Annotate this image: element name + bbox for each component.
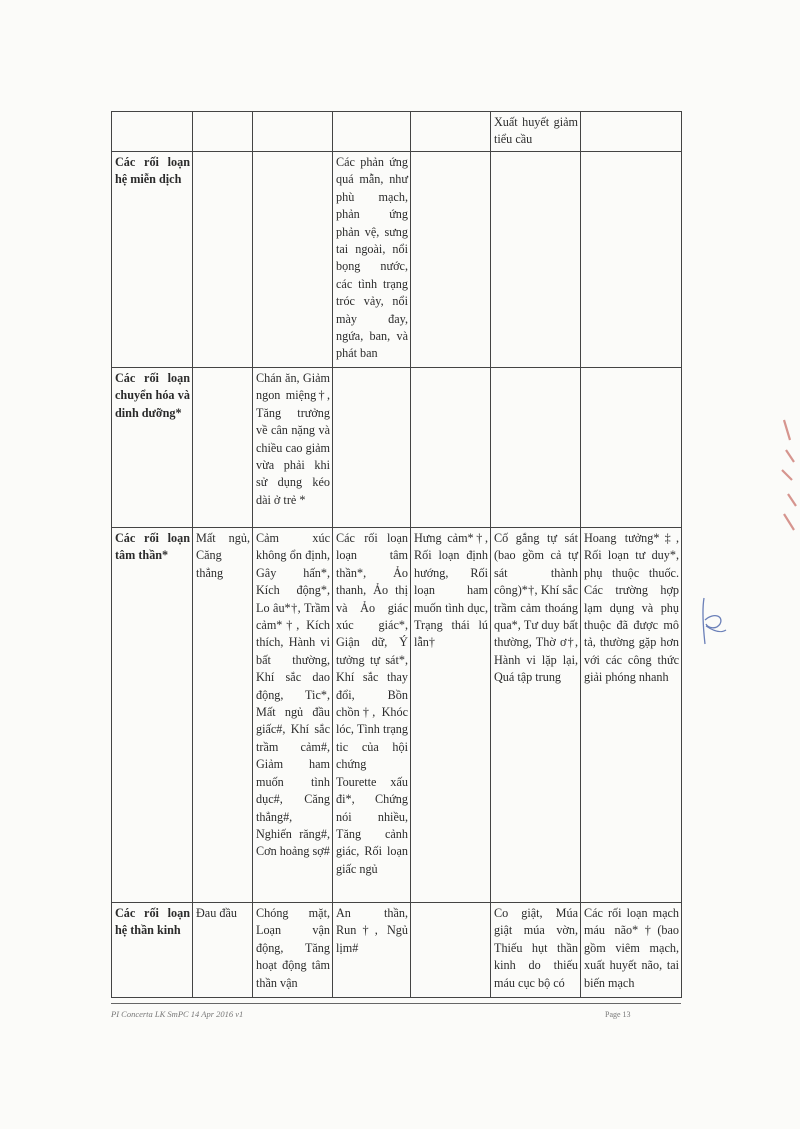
handwritten-initials-icon (690, 590, 730, 650)
table-cell (193, 112, 253, 152)
table-cell: Cảm xúc không ổn định, Gây hấn*, Kích động*, Lo âu*†, Trầm cảm*†, Kích thích, Hành vi bất thường, Khí sắc dao động, Tic*, Mất ngủ đầu giấc#, Khí sắc trầm cảm#, Giảm ham muốn tình dục#, Căng thẳng#, Nghiến răng#, Cơn hoảng sợ# (253, 528, 333, 903)
table-cell (411, 152, 491, 368)
table-cell (581, 152, 682, 368)
table-row (112, 152, 682, 368)
table-row (112, 903, 682, 998)
soc-cell: Các rối loạn hệ miễn dịch (112, 152, 193, 368)
table-cell: Hưng cảm*†, Rối loạn định hướng, Rối loạn ham muốn tình dục, Trạng thái lú lẫn† (411, 528, 491, 903)
footer-page-number: Page 13 (605, 1010, 631, 1019)
soc-cell: Các rối loạn tâm thần* (112, 528, 193, 903)
footer-document-id: PI Concerta LK SmPC 14 Apr 2016 v1 (111, 1009, 244, 1019)
table-cell (193, 368, 253, 528)
table-cell: Các phản ứng quá mẫn, như phù mạch, phản ứng phản vệ, sưng tai ngoài, nổi bọng nước, các tình trạng tróc vảy, nổi mày đay, ngứa, ban, và phát ban (333, 152, 411, 368)
table-cell (333, 112, 411, 152)
table-cell (491, 368, 581, 528)
footer-divider (111, 1003, 681, 1004)
table-cell (411, 112, 491, 152)
table-cell (411, 368, 491, 528)
soc-cell: Các rối loạn chuyển hóa và dinh dưỡng* (112, 368, 193, 528)
table-cell: Các rối loạn loạn tâm thần*, Ảo thanh, Ảo thị và Ảo giác xúc giác*, Giận dữ, Ý tưởng tự sát*, Khí sắc thay đổi, Bồn chồn†, Khóc lóc, Tình trạng tic của hội chứng Tourette xấu đi*, Chứng nói nhiều, Tăng cảnh giác, Rối loạn giấc ngủ (333, 528, 411, 903)
table-cell (491, 152, 581, 368)
table-cell (581, 368, 682, 528)
table-cell (253, 152, 333, 368)
table-cell (193, 152, 253, 368)
table-cell: Đau đầu (193, 903, 253, 998)
table-cell (411, 903, 491, 998)
table-cell: Xuất huyết giảm tiểu cầu (491, 112, 581, 152)
soc-cell (112, 112, 193, 152)
table-cell (581, 112, 682, 152)
adverse-reactions-table (111, 111, 682, 998)
table-cell (333, 368, 411, 528)
table-cell: Các rối loạn mạch máu não*†(bao gồm viêm mạch, xuất huyết não, tai biến mạch (581, 903, 682, 998)
table-cell: Cố gắng tự sát (bao gồm cả tự sát thành công)*†, Khí sắc trầm cảm thoáng qua*, Tư duy bất thường, Thờ ơ†, Hành vi lặp lại, Quá tập trung (491, 528, 581, 903)
red-stamp-edge-icon (776, 410, 800, 550)
table-row (112, 528, 682, 903)
table-cell: An thần, Run†, Ngủ lịm# (333, 903, 411, 998)
table-cell: Co giật, Múa giật múa vờn, Thiếu hụt thần kinh do thiếu máu cục bộ có (491, 903, 581, 998)
table-cell: Mất ngủ, Căng thẳng (193, 528, 253, 903)
table-row (112, 112, 682, 152)
soc-cell: Các rối loạn hệ thần kinh (112, 903, 193, 998)
table-cell: Chóng mặt, Loạn vận động, Tăng hoạt động tâm thần vận (253, 903, 333, 998)
table-cell: Chán ăn, Giảm ngon miệng†, Tăng trưởng về cân nặng và chiều cao giảm vừa phải khi sử dụng kéo dài ở trẻ * (253, 368, 333, 528)
table-row (112, 368, 682, 528)
table-cell (253, 112, 333, 152)
table-cell: Hoang tưởng*‡, Rối loạn tư duy*, phụ thuộc thuốc. Các trường hợp lạm dụng và phụ thuộc đã được mô tả, thường gặp hơn với các công thức giải phóng nhanh (581, 528, 682, 903)
